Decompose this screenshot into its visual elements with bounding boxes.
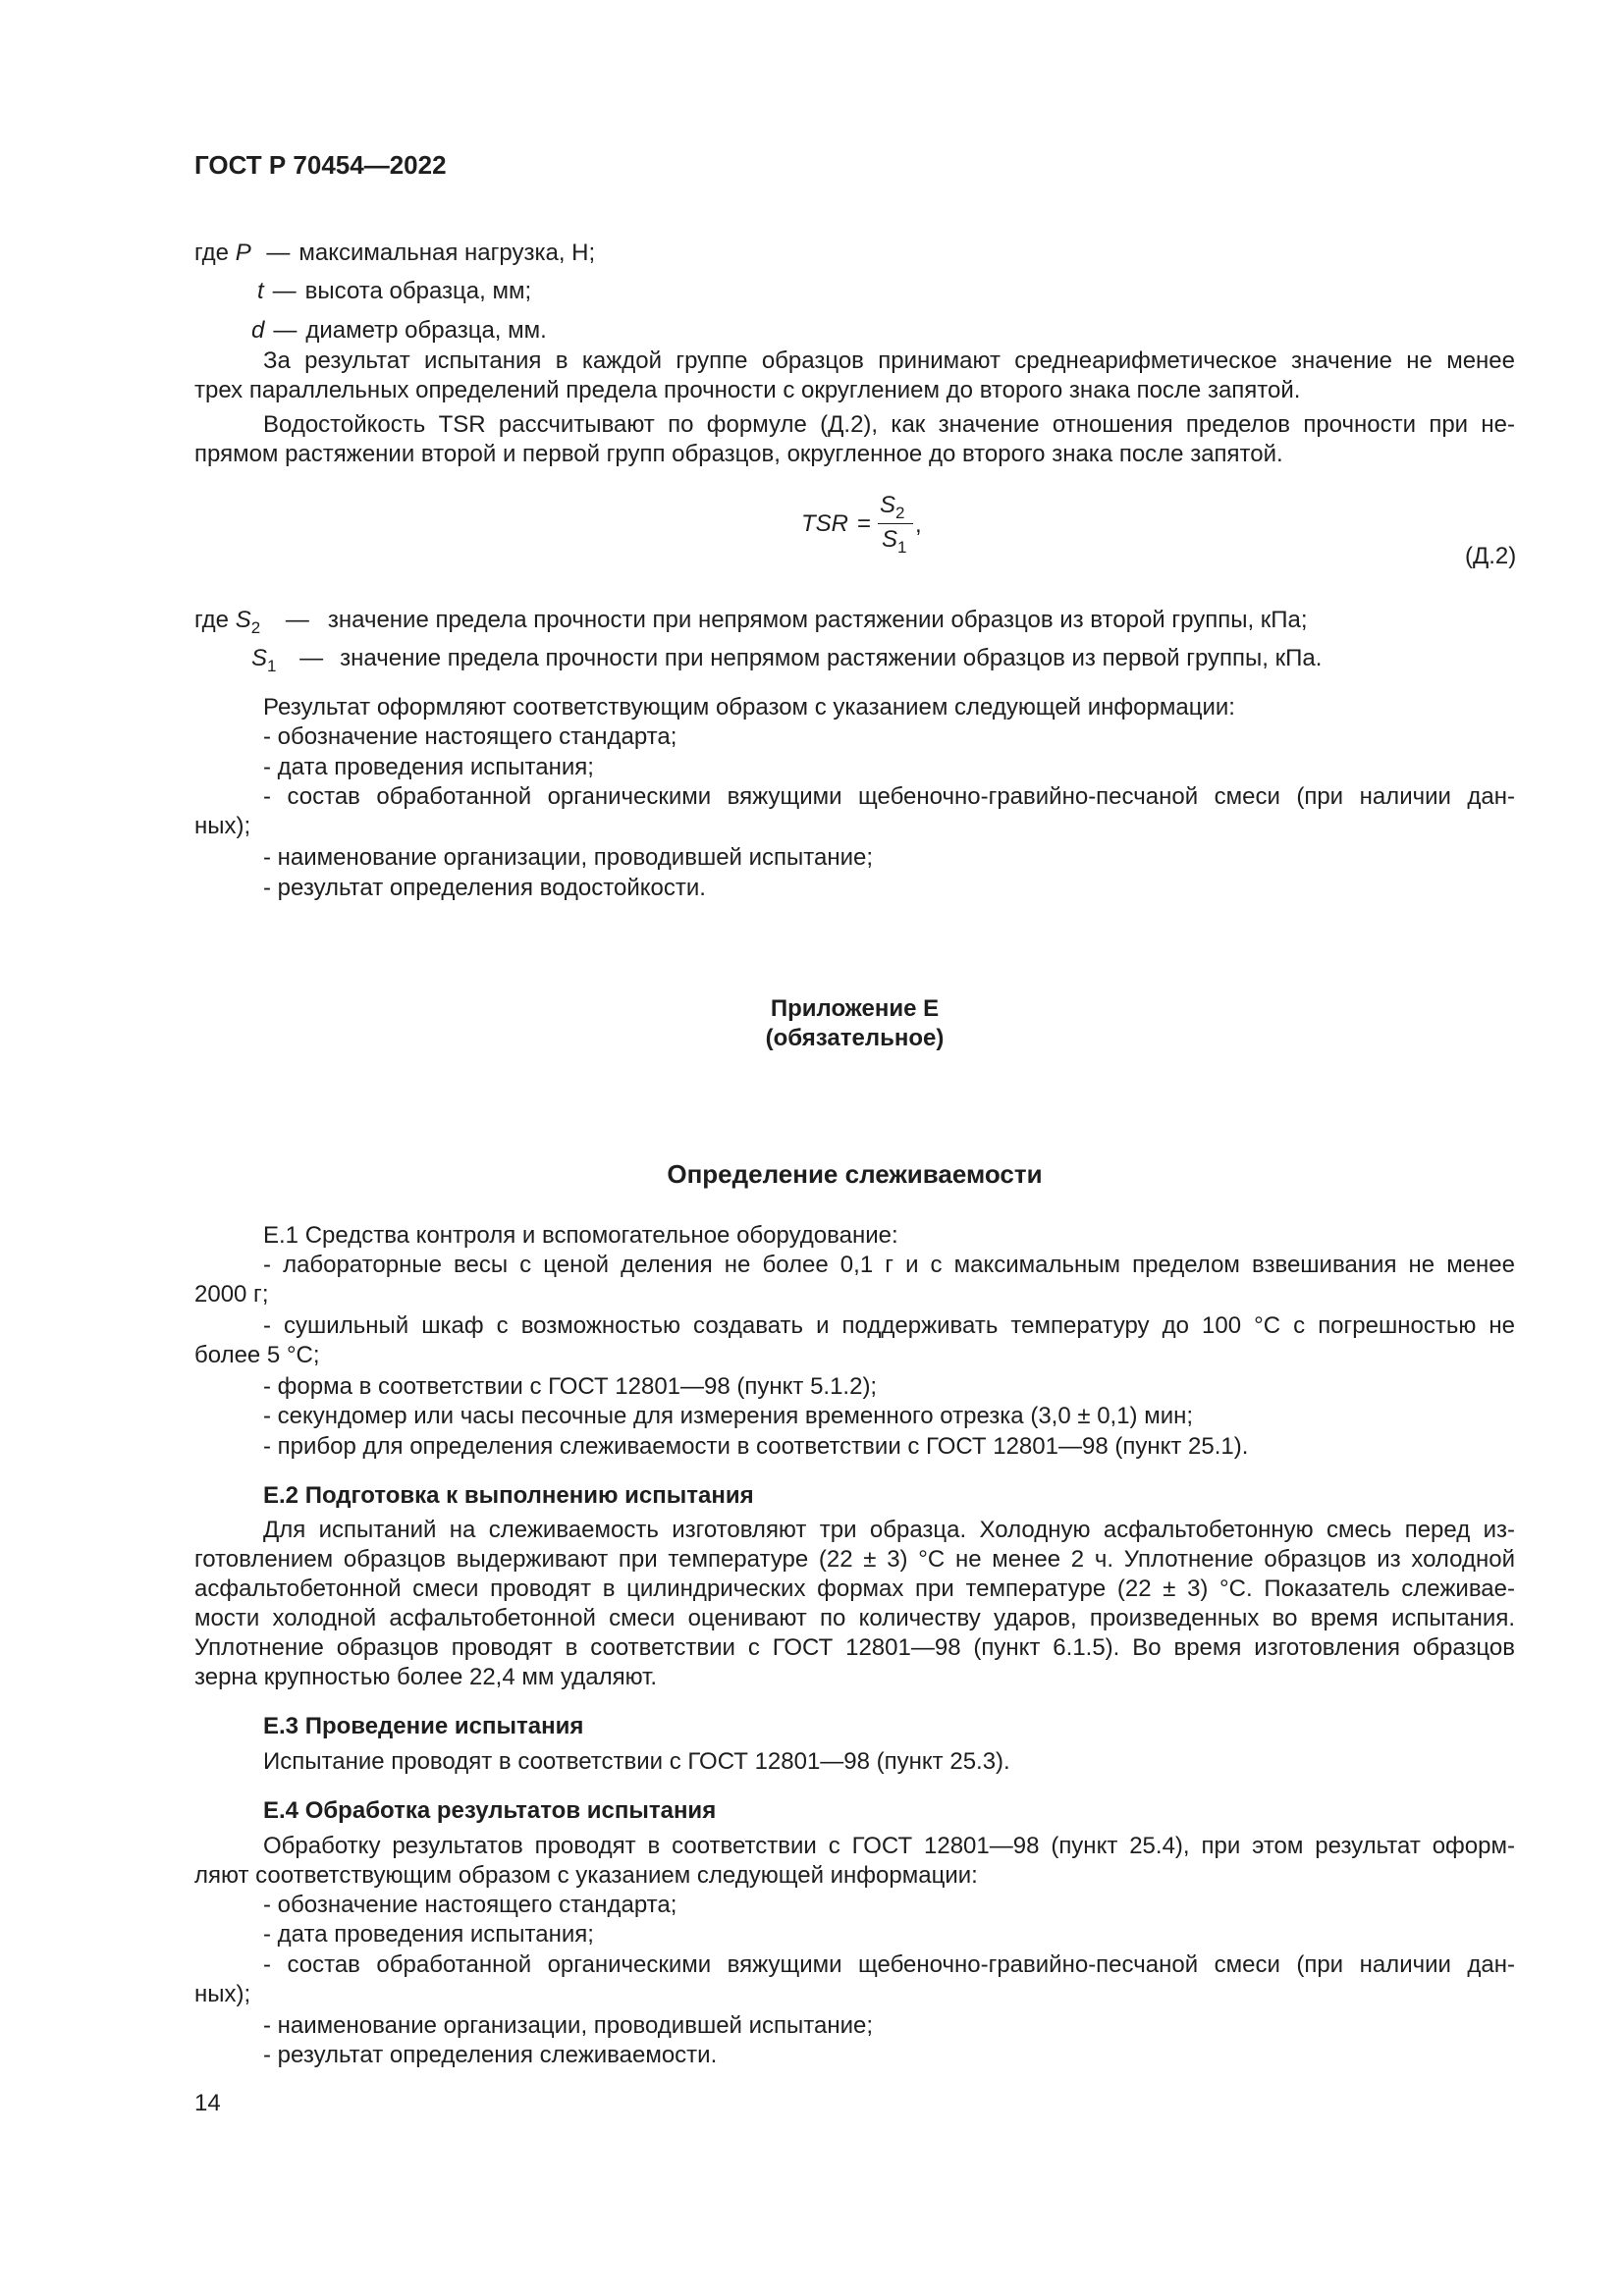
e1-item4: - секундомер или часы песочные для измерения временного отрезка (3,0 ± 0,1) мин; xyxy=(263,1403,1194,1429)
result1-item3-line1: - состав обработанной органическими вяжущими щебеночно-гравийно-песчаной смеси (при наличии дан- xyxy=(263,783,1515,810)
dash: — xyxy=(273,317,298,344)
variable-def-s1 xyxy=(251,644,1322,681)
result1-item3-line2: ных); xyxy=(194,813,251,839)
formula-equals: = xyxy=(857,510,872,537)
variable-def-p xyxy=(194,239,595,268)
fraction-bar xyxy=(878,523,913,524)
formula-comma: , xyxy=(915,511,922,538)
para1-line1: За результат испытания в каждой группе образцов принимают среднеарифметическое значение не менее xyxy=(263,347,1515,374)
where-word: где xyxy=(194,607,230,633)
result1-item4: - наименование организации, проводившей испытание; xyxy=(263,844,874,871)
e2-line3: асфальтобетонной смеси проводят в цилиндрических формах при температуре (22 ± 3) °С. Показатель слеживае- xyxy=(194,1575,1515,1602)
definition: диаметр образца, мм. xyxy=(305,317,547,344)
symbol: $S_1$ xyxy=(251,645,277,675)
e3-title: Е.3 Проведение испытания xyxy=(263,1713,584,1739)
e4-title: Е.4 Обработка результатов испытания xyxy=(263,1797,717,1824)
e1-item5: - прибор для определения слеживаемости в соответствии с ГОСТ 12801—98 (пункт 25.1). xyxy=(263,1433,1249,1460)
page-number: 14 xyxy=(194,2090,221,2116)
dash: — xyxy=(266,240,291,266)
result1-intro: Результат оформляют соответствующим образом с указанием следующей информации: xyxy=(263,694,1235,721)
symbol: P xyxy=(235,240,251,266)
annex-title: Приложение Е xyxy=(770,995,940,1022)
symbol: d xyxy=(251,317,265,344)
para2-line2: прямом растяжении второй и первой групп образцов, округленное до второго знака после запятой. xyxy=(194,441,1283,467)
result1-item1: - обозначение настоящего стандарта; xyxy=(263,723,677,750)
definition: значение предела прочности при непрямом растяжении образцов из первой группы, кПа. xyxy=(340,645,1323,671)
e2-line1: Для испытаний на слеживаемость изготовляют три образца. Холодную асфальтобетонную смесь перед из- xyxy=(263,1517,1515,1543)
annex-heading: Определение слеживаемости xyxy=(667,1159,1043,1189)
e3-line1: Испытание проводят в соответствии с ГОСТ 12801—98 (пункт 25.3). xyxy=(263,1748,1010,1775)
result1-item2: - дата проведения испытания; xyxy=(263,754,594,780)
e4-item2: - дата проведения испытания; xyxy=(263,1921,594,1948)
e2-line4: мости холодной асфальтобетонной смеси оценивают по количеству ударов, произведенных во время испытания. xyxy=(194,1605,1515,1631)
symbol: t xyxy=(257,278,264,304)
variable-def-t xyxy=(257,277,531,306)
e1-item2-line1: - сушильный шкаф с возможностью создавать и поддерживать температуру до 100 °С с погрешностью не xyxy=(263,1312,1515,1339)
formula-tsr xyxy=(801,492,922,562)
variable-def-d xyxy=(251,316,547,346)
e4-item4: - наименование организации, проводившей испытание; xyxy=(263,2012,874,2039)
formula-numerator: $S_2$ xyxy=(880,492,905,522)
annex-status: (обязательное) xyxy=(765,1025,945,1051)
dash: — xyxy=(299,645,324,671)
dash: — xyxy=(272,278,297,304)
e1-item2-line2: более 5 °С; xyxy=(194,1342,320,1368)
formula-number: (Д.2) xyxy=(1465,543,1517,569)
e1-title: Е.1 Средства контроля и вспомогательное оборудование: xyxy=(263,1222,898,1249)
e2-title: Е.2 Подготовка к выполнению испытания xyxy=(263,1482,754,1509)
para2-line1: Водостойкость TSR рассчитывают по формуле (Д.2), как значение отношения пределов прочности при не- xyxy=(263,411,1515,438)
formula-lhs: TSR xyxy=(801,510,848,537)
e4-line2: ляют соответствующим образом с указанием следующей информации: xyxy=(194,1862,978,1889)
document-id: ГОСТ Р 70454—2022 xyxy=(194,150,447,180)
e2-line2: готовлением образцов выдерживают при температуре (22 ± 3) °С не менее 2 ч. Уплотнение образцов из холодной xyxy=(194,1546,1515,1573)
definition: значение предела прочности при непрямом растяжении образцов из второй группы, кПа; xyxy=(327,607,1308,633)
e2-line6: зерна крупностью более 22,4 мм удаляют. xyxy=(194,1664,658,1690)
e2-line5: Уплотнение образцов проводят в соответствии с ГОСТ 12801—98 (пункт 6.1.5). Во время изготовления образцов xyxy=(194,1634,1515,1661)
e4-item1: - обозначение настоящего стандарта; xyxy=(263,1892,677,1918)
para1-line2: трех параллельных определений предела прочности с округлением до второго знака после запятой. xyxy=(194,377,1301,403)
e1-item1-line2: 2000 г; xyxy=(194,1281,269,1308)
e1-item3: - форма в соответствии с ГОСТ 12801—98 (пункт 5.1.2); xyxy=(263,1373,878,1400)
e1-item1-line1: - лабораторные весы с ценой деления не более 0,1 г и с максимальным пределом взвешивания не менее xyxy=(263,1252,1515,1278)
formula-denominator: $S_1$ xyxy=(882,526,907,557)
e4-item3-line1: - состав обработанной органическими вяжущими щебеночно-гравийно-песчаной смеси (при наличии дан- xyxy=(263,1951,1515,1978)
definition: высота образца, мм; xyxy=(304,278,532,304)
definition: максимальная нагрузка, Н; xyxy=(298,240,596,266)
e4-item3-line2: ных); xyxy=(194,1981,251,2007)
e4-item5: - результат определения слеживаемости. xyxy=(263,2042,718,2068)
result1-item5: - результат определения водостойкости. xyxy=(263,875,706,901)
variable-def-s2 xyxy=(194,606,1308,643)
where-word: где xyxy=(194,240,230,266)
dash: — xyxy=(285,607,309,633)
symbol: $S_2$ xyxy=(235,607,261,637)
e4-line1: Обработку результатов проводят в соответствии с ГОСТ 12801—98 (пункт 25.4), при этом результат оформ- xyxy=(263,1833,1515,1859)
